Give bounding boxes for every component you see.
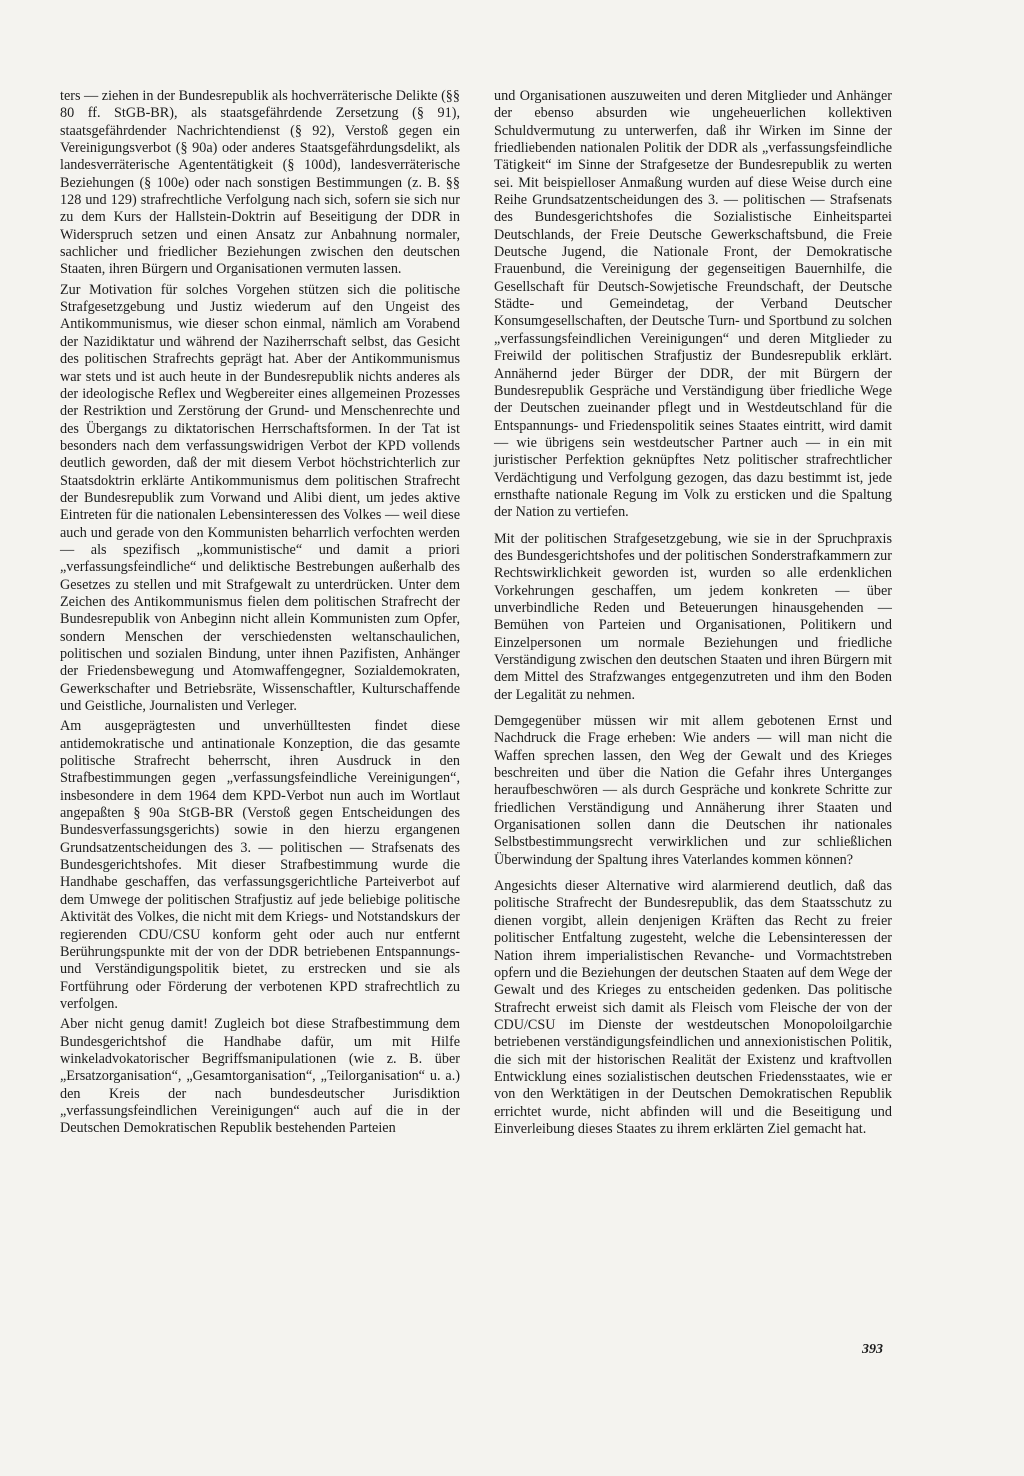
- paragraph: Zur Motivation für solches Vorgehen stützen sich die politische Strafgesetzgebung und Justiz wiederum auf den Ungeist des Antikommunismus, wie dieser schon einmal, nämlich am Vorabend der Nazidiktatur und während der Naziherrschaft selbst, das Gesicht des politischen Strafrechts geprägt hat. Aber der Antikommunismus war stets und ist auch heute in der Bundesrepublik nichts anderes als der ideologische Reflex und Wegbereiter eines allgemeinen Prozesses der Restriktion und Zerstörung der Grund- und Menschenrechte und des Übergangs zu diktatorischen Herrschaftsformen. In der Tat ist besonders nach dem verfassungswidrigen Verbot der KPD vollends deutlich geworden, daß der mit diesem Verbot höchstrichterlich zur Staatsdoktrin erklärte Antikommunismus dem politischen Strafrecht der Bundesrepublik zum Vorwand und Alibi dient, um jedes aktive Eintreten für die nationalen Lebensinteressen des Volkes — weil diese auch und gerade von den Kommunisten beharrlich verfochten werden — als spezifisch „kommunistische“ und damit a priori „verfassungsfeindliche“ und deliktische Bestrebungen außerhalb des Gesetzes zu stellen und mit Strafgewalt zu unterdrücken. Unter dem Zeichen des Antikommunismus fielen dem politischen Strafrecht der Bundesrepublik von Anbeginn nicht allein Kommunisten zum Opfer, sondern Menschen der verschiedensten weltanschaulichen, politischen und sozialen Bindung, unter ihnen Pazifisten, Anhänger der Friedensbewegung und Atomwaffengegner, Sozialdemokraten, Gewerkschafter und Betriebsräte, Wissenschaftler, Kulturschaffende und Geistliche, Journalisten und Verleger.: [60, 281, 460, 715]
- paragraph: Am ausgeprägtesten und unverhülltesten findet diese antidemokratische und antinationale Konzeption, die das gesamte politische Strafrecht beherrscht, ihren Ausdruck in den Strafbestimmungen gegen „verfassungsfeindliche Vereinigungen“, insbesondere in dem 1964 dem KPD-Verbot nun auch im Wortlaut angepaßten § 90a StGB-BR (Verstoß gegen Entscheidungen des Bundesverfassungsgerichts) sowie in den hierzu ergangenen Grundsatzentscheidungen des 3. — politischen — Strafsenats des Bundesgerichtshofes. Mit dieser Strafbestimmung wurde die Handhabe geschaffen, das verfassungsgerichtliche Parteiverbot auf dem Umwege der politischen Strafjustiz auf jede beliebige politische Aktivität des Volkes, die nicht mit dem Kriegs- und Notstandskurs der regierenden CDU/CSU konform geht oder auch nur entfernt Berührungspunkte mit der von der DDR betriebenen Entspannungs- und Verständigungspolitik bietet, zu erstrecken und sie als Fortführung oder Förderung der verbotenen KPD strafrechtlich zu verfolgen.: [60, 718, 460, 1012]
- paragraph: und Organisationen auszuweiten und deren Mitglieder und Anhänger der ebenso absurden wie ungeheuerlichen kollektiven Schuldvermutung zu unterwerfen, daß ihr Wirken im Sinne der friedliebenden nationalen Politik der DDR als „verfassungsfeindliche Tätigkeit“ im Sinne der Strafgesetze der Bundesrepublik zu werten sei. Mit beispielloser Anmaßung wurden auf diese Weise durch eine Reihe Grundsatzentscheidungen des 3. — politischen — Strafsenats des Bundesgerichtshofes die Sozialistische Einheitspartei Deutschlands, der Freie Deutsche Gewerkschaftsbund, die Freie Deutsche Jugend, die Nationale Front, der Demokratische Frauenbund, die Vereinigung der gegenseitigen Bauernhilfe, die Gesellschaft für Deutsch-Sowjetische Freundschaft, der Deutsche Städte- und Gemeindetag, der Verband Deutscher Konsumgesellschaften, der Deutsche Turn- und Sportbund zu solchen „verfassungsfeindlichen Vereinigungen“ und deren Mitglieder zu Freiwild der politischen Strafjustiz der Bundesrepublik erklärt. Annähernd jeder Bürger der DDR, der mit Bürgern der Bundesrepublik Gespräche und Verständigung über friedliche Wege der Deutschen zueinander pflegt und in Westdeutschland für die Entspannungs- und Friedenspolitik seines Staates eintritt, wird damit — wie übrigens sein westdeutscher Partner auch — in ein mit juristischer Perfektion geknüpftes Netz politischer strafrechtlicher Verdächtigung und Verfolgung gezogen, das dazu bestimmt ist, jede ernsthafte nationale Regung im Volk zu ersticken und die Spaltung der Nation zu vertiefen.: [494, 88, 892, 521]
- paragraph: Mit der politischen Strafgesetzgebung, wie sie in der Spruchpraxis des Bundesgerichtshofes und der politischen Sonderstrafkammern zur Rechtswirklichkeit geworden ist, wurden so alle erdenklichen Vorkehrungen geschaffen, um jedem konkreten — über unverbindliche Reden und Beteuerungen hinausgehenden — Bemühen von Parteien und Organisationen, Politikern und Einzelpersonen um normale Beziehungen und friedliche Verständigung zwischen den deutschen Staaten und ihren Bürgern mit dem Mittel des Strafzwanges entgegenzutreten und ihm den Boden der Legalität zu nehmen.: [494, 530, 892, 703]
- paragraph: Angesichts dieser Alternative wird alarmierend deutlich, daß das politische Strafrecht der Bundesrepublik, das dem Staatsschutz zu dienen vorgibt, allein denjenigen Kräften das Recht zu freier politischer Entfaltung zugesteht, welche die Lebensinteressen der Nation ihrem imperialistischen Revanche- und Vormachtstreben opfern und die Beziehungen der deutschen Staaten auf dem Wege der Gewalt und des Krieges zu entscheiden gedenken. Das politische Strafrecht erweist sich damit als Fleisch vom Fleische der von der CDU/CSU im Dienste der westdeutschen Monopoloilgarchie betriebenen verständigungsfeindlichen und annexionistischen Politik, die sich mit der historischen Realität der Existenz und kraftvollen Entwicklung eines sozialistischen deutschen Friedensstaates, wie er von den Werktätigen in der Deutschen Demokratischen Republik errichtet wurde, nicht abfinden will und die Beseitigung und Einverleibung dieses Staates zu ihrem erklärten Ziel gemacht hat.: [494, 878, 892, 1137]
- paragraph: Demgegenüber müssen wir mit allem gebotenen Ernst und Nachdruck die Frage erheben: Wie anders — will man nicht die Waffen sprechen lassen, den Weg der Gewalt und des Krieges beschreiten und über die Nation die Gefahr ihres Unterganges heraufbeschwören — als durch Gespräche und konkrete Schritte zur friedlichen Verständigung und Annäherung ihrer Staaten und Organisationen sollen dann die Deutschen ihr nationales Selbstbestimmungsrecht verwirklichen und zur schließlichen Überwindung der Spaltung ihres Vaterlandes kommen können?: [494, 713, 892, 868]
- paragraph: Aber nicht genug damit! Zugleich bot diese Strafbestimmung dem Bundesgerichtshof die Handhabe dafür, um mit Hilfe winkeladvokatorischer Begriffsmanipulationen (wie z. B. über „Ersatzorganisation“, „Gesamtorganisation“, „Teilorganisation“ u. a.) den Kreis der nach bundesdeutscher Jurisdiktion „verfassungsfeindlichen Vereinigungen“ auch auf die in der Deutschen Demokratischen Republik bestehenden Parteien: [60, 1016, 460, 1137]
- left-text-column: [60, 88, 460, 1138]
- paragraph: ters — ziehen in der Bundesrepublik als hochverräterische Delikte (§§ 80 ff. StGB-BR), als staatsgefährdende Zersetzung (§ 91), staatsgefährdender Nachrichtendienst (§ 92), Verstoß gegen ein Vereinigungsverbot (§ 90a) oder anderes Staatsgefährdungsdelikt, als landesverräterische Agententätigkeit (§ 100d), landesverräterische Beziehungen (§ 100e) oder nach sonstigen Bestimmungen (z. B. §§ 128 und 129) strafrechtliche Verfolgung nach sich, sofern sie sich nur zu dem Kurs der Hallstein-Doktrin auf Beseitigung der DDR in Widerspruch setzen und einen Ansatz zur Anbahnung normaler, sachlicher und friedlicher Beziehungen zwischen den deutschen Staaten, ihren Bürgern und Organisationen vermuten lassen.: [60, 88, 460, 278]
- page-number: 393: [862, 1342, 883, 1357]
- right-text-column: [494, 88, 892, 1138]
